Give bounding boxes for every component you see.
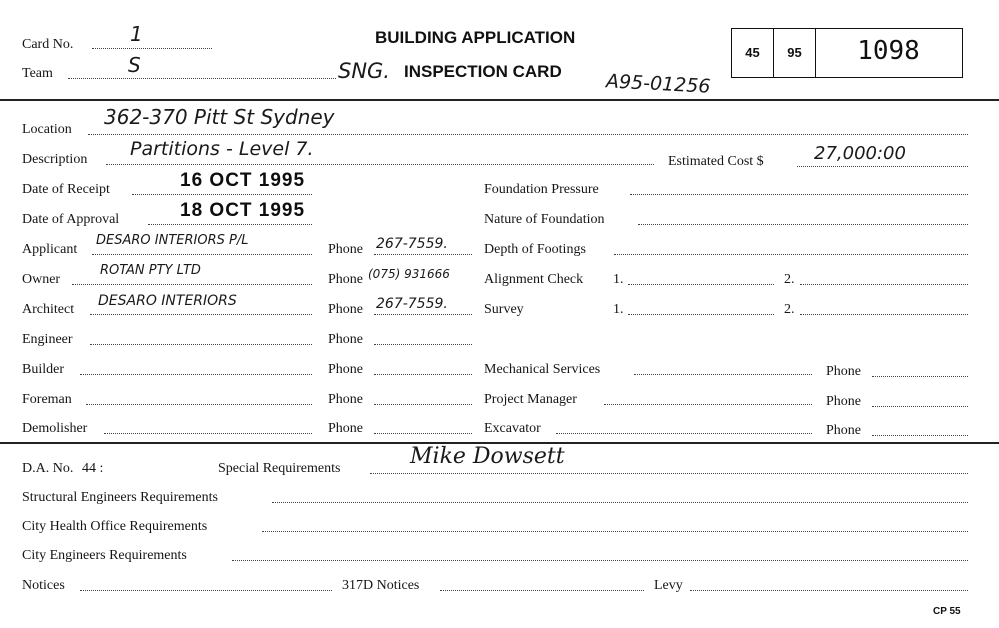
mechanical-services-field-line [634,374,812,375]
structural-engineers-requirements-field-line [272,502,968,503]
project-manager-field-line [604,404,812,405]
applicant-value[interactable]: DESARO INTERIORS P/L [96,233,249,248]
estimated-cost-field-line [797,166,968,167]
notices-317d-field-line [440,590,644,591]
date-of-approval-label: Date of Approval [22,212,120,227]
card-no-label: Card No. [22,37,74,52]
date-of-approval-stamp[interactable]: 18 OCT 1995 [180,200,306,221]
project-manager-label: Project Manager [484,392,577,407]
survey-label: Survey [484,302,524,317]
date-of-receipt-stamp[interactable]: 16 OCT 1995 [180,170,306,191]
foreman-field-line [86,404,312,405]
owner-label: Owner [22,272,61,287]
handwritten-reference: A95-01256 [605,70,711,98]
builder-phone-field-line [374,374,472,375]
structural-engineers-requirements-label: Structural Engineers Requirements [22,490,218,505]
city-engineers-requirements-field-line [232,560,968,561]
description-field-line [106,164,654,165]
special-requirements-label: Special Requirements [218,461,341,476]
demolisher-label: Demolisher [22,421,88,436]
card-no-value[interactable]: 1 [130,22,143,46]
applicant-label: Applicant [22,242,78,257]
team-value[interactable]: S [128,53,141,77]
applicant-phone-value[interactable]: 267-7559. [376,236,448,252]
location-field-line [88,134,968,135]
depth-of-footings-label: Depth of Footings [484,242,586,257]
owner-field-line [72,284,312,285]
notices-field-line [80,590,332,591]
architect-value[interactable]: DESARO INTERIORS [98,293,237,309]
levy-label: Levy [654,578,683,593]
city-engineers-requirements-label: City Engineers Requirements [22,548,187,563]
location-label: Location [22,122,72,137]
mechanical-services-phone-label: Phone [826,364,861,379]
form-code: CP 55 [933,606,961,617]
foreman-label: Foreman [22,392,72,407]
mechanical-services-label: Mechanical Services [484,362,601,377]
project-manager-phone-label: Phone [826,394,861,409]
owner-phone-value[interactable]: (075) 931666 [368,267,450,281]
owner-phone-label: Phone [328,272,363,287]
alignment-check-label: Alignment Check [484,272,584,287]
alignment-check-1-label: 1. [613,272,624,287]
excavator-label: Excavator [484,421,541,436]
levy-field-line [690,590,968,591]
excavator-phone-label: Phone [826,423,861,438]
applicant-phone-label: Phone [328,242,363,257]
description-label: Description [22,152,88,167]
description-value[interactable]: Partitions - Level 7. [130,138,314,160]
engineer-phone-label: Phone [328,332,363,347]
title-building-application: BUILDING APPLICATION [375,28,576,47]
foundation-pressure-label: Foundation Pressure [484,182,599,197]
notices-label: Notices [22,578,65,593]
date-of-receipt-field-line [132,194,312,195]
foundation-pressure-field-line [630,194,968,195]
survey-2-label: 2. [784,302,795,317]
header-rule [0,99,999,101]
estimated-cost-label: Estimated Cost $ [668,154,764,169]
engineer-label: Engineer [22,332,73,347]
project-manager-phone-field-line [872,406,968,407]
demolisher-phone-field-line [374,433,472,434]
signature-handwritten: Mike Dowsett [410,444,565,469]
survey-1-label: 1. [613,302,624,317]
demolisher-phone-label: Phone [328,421,363,436]
foreman-phone-label: Phone [328,392,363,407]
da-no-label: D.A. No. [22,461,74,476]
card-no-field-line [92,48,212,49]
excavator-field-line [556,433,812,434]
date-of-receipt-label: Date of Receipt [22,182,110,197]
title-inspection-card: INSPECTION CARD [404,62,562,81]
nature-of-foundation-field-line [638,224,968,225]
demolisher-field-line [104,433,312,434]
applicant-phone-field-line [374,254,472,255]
notices-317d-label: 317D Notices [342,578,420,593]
alignment-check-2-label: 2. [784,272,795,287]
alignment-check-1-field-line [628,284,774,285]
mechanical-services-phone-field-line [872,376,968,377]
nature-of-foundation-label: Nature of Foundation [484,212,605,227]
applicant-field-line [92,254,312,255]
handwritten-team-code: SNG. [338,59,390,83]
card-number: 1098 [857,36,920,66]
da-no-value[interactable]: 44 : [82,461,104,476]
location-value[interactable]: 362-370 Pitt St Sydney [104,105,335,129]
excavator-phone-field-line [872,435,968,436]
builder-phone-label: Phone [328,362,363,377]
owner-value[interactable]: ROTAN PTY LTD [100,263,201,278]
estimated-cost-value[interactable]: 27,000:00 [814,143,906,164]
architect-phone-field-line [374,314,472,315]
team-field-line [68,78,336,79]
builder-label: Builder [22,362,64,377]
alignment-check-2-field-line [800,284,968,285]
architect-label: Architect [22,302,75,317]
architect-phone-value[interactable]: 267-7559. [376,296,448,312]
architect-phone-label: Phone [328,302,363,317]
architect-field-line [90,314,312,315]
survey-1-field-line [628,314,774,315]
engineer-field-line [90,344,312,345]
survey-2-field-line [800,314,968,315]
builder-field-line [80,374,312,375]
team-label: Team [22,66,53,81]
engineer-phone-field-line [374,344,472,345]
foreman-phone-field-line [374,404,472,405]
box-cell-95: 95 [787,45,802,60]
city-health-office-requirements-label: City Health Office Requirements [22,519,208,534]
city-health-office-requirements-field-line [262,531,968,532]
box-cell-45: 45 [745,45,760,60]
depth-of-footings-field-line [614,254,968,255]
date-of-approval-field-line [148,224,312,225]
special-requirements-field-line [370,473,968,474]
